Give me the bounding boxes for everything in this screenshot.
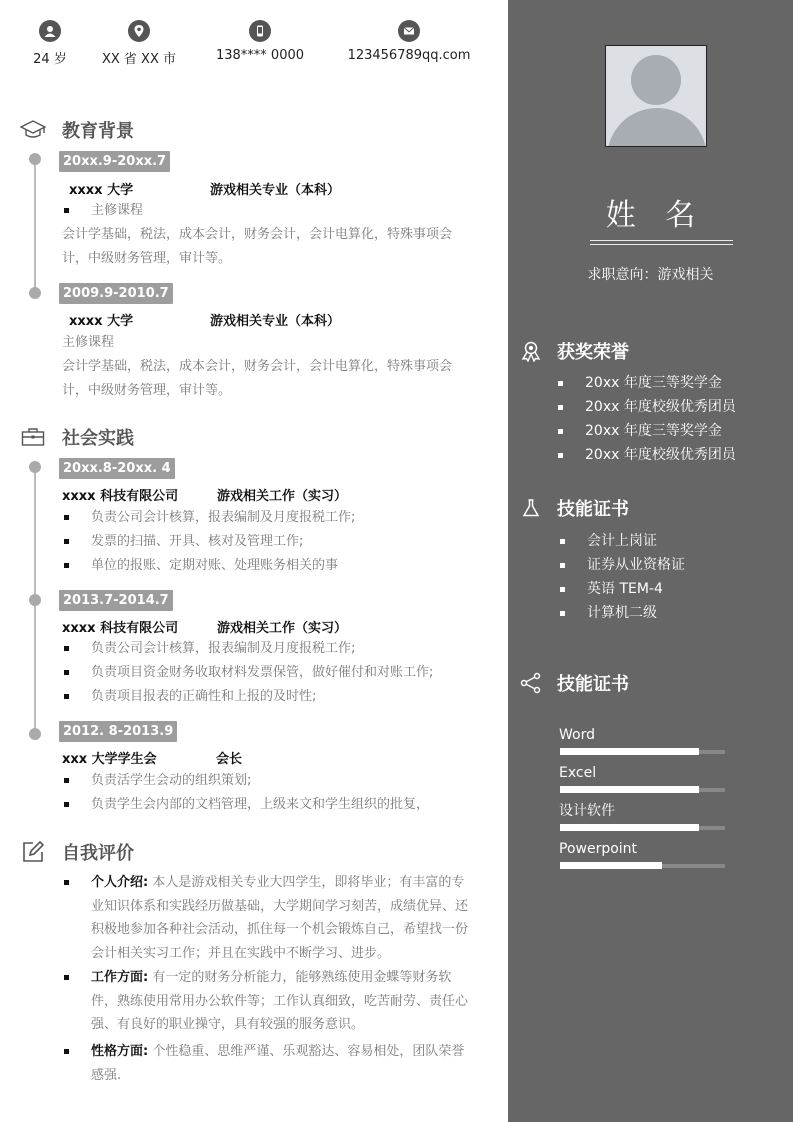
timeline-dot bbox=[29, 728, 41, 740]
practice-header: 社会实践 bbox=[20, 424, 134, 450]
list-item: 单位的报账、定期对账、处理账务相关的事 bbox=[62, 554, 472, 578]
self-eval-item: 性格方面: 个性稳重、思维严谨、乐观豁达、容易相处，团队荣誉感强. bbox=[62, 1040, 472, 1088]
course-title: 主修课程 bbox=[62, 335, 115, 350]
skill-item: Powerpoint bbox=[559, 839, 729, 877]
contact-location: XX 省 XX 市 bbox=[97, 20, 181, 67]
education-date: 2009.9-2010.7 bbox=[59, 283, 173, 304]
skill-item: Excel bbox=[559, 763, 729, 801]
list-item: 负责活学生会动的组织策划; bbox=[62, 769, 472, 793]
skills-list bbox=[559, 725, 729, 877]
skill-track bbox=[560, 788, 725, 792]
flask-icon bbox=[520, 497, 542, 519]
role-name: 游戏相关工作（实习） bbox=[217, 621, 348, 636]
education-timeline bbox=[34, 158, 36, 293]
list-item: 主修课程 bbox=[62, 199, 472, 223]
list-item: 发票的扫描、开具、核对及管理工作; bbox=[62, 530, 472, 554]
timeline-dot bbox=[29, 153, 41, 165]
edit-icon bbox=[20, 839, 46, 865]
list-item: 计算机二级 bbox=[560, 601, 685, 625]
school-name: xxxx 大学 bbox=[69, 314, 134, 329]
skill-track bbox=[560, 826, 725, 830]
list-item: 负责公司会计核算，报表编制及月度报税工作; bbox=[62, 506, 472, 530]
skill-bar bbox=[560, 824, 699, 831]
education-date: 20xx.9-20xx.7 bbox=[59, 151, 170, 172]
contact-phone: 138**** 0000 bbox=[214, 20, 306, 63]
self-eval-item: 个人介绍: 本人是游戏相关专业大四学生，即将毕业；有丰富的专业知识体系和实践经历做基础，大学期间学习刻苦，成绩优异、还积极地参加各种社会活动，抓住每一个机会锻炼自己，希望找一份会计相关实习工作；并且在实践中不断学习、进步。 bbox=[62, 871, 472, 965]
avatar bbox=[605, 45, 707, 147]
candidate-name: 姓 名 bbox=[605, 198, 706, 233]
skill-track bbox=[560, 750, 725, 754]
list-item: 负责项目报表的正确性和上报的及时性; bbox=[62, 685, 472, 709]
contact-email: 123456789qq.com bbox=[345, 20, 473, 63]
course-list: 会计学基础，税法，成本会计，财务会计，会计电算化，特殊事项会计，中级财务管理，审计等。 bbox=[62, 227, 453, 266]
list-item: 证券从业资格证 bbox=[560, 553, 685, 577]
practice-date: 2012. 8-2013.9 bbox=[59, 721, 177, 742]
skills-header: 技能证书 bbox=[520, 671, 629, 695]
skill-bar bbox=[560, 748, 699, 755]
skill-item: 设计软件 bbox=[559, 801, 729, 839]
phone-icon bbox=[249, 20, 271, 42]
skill-bar bbox=[560, 786, 699, 793]
major-name: 游戏相关专业（本科） bbox=[210, 314, 341, 329]
timeline-dot bbox=[29, 594, 41, 606]
role-name: 游戏相关工作（实习） bbox=[217, 489, 348, 504]
certificates-list bbox=[560, 529, 685, 625]
user-icon bbox=[39, 20, 61, 42]
list-item: 英语 TEM-4 bbox=[560, 577, 685, 601]
list-item: 负责项目资金财务收取材料发票保管，做好催付和对账工作; bbox=[62, 661, 472, 685]
briefcase-icon bbox=[20, 424, 46, 450]
list-item: 会计上岗证 bbox=[560, 529, 685, 553]
role-name: 会长 bbox=[216, 752, 243, 767]
self-eval-header: 自我评价 bbox=[20, 839, 134, 865]
list-item: 负责公司会计核算，报表编制及月度报税工作; bbox=[62, 637, 472, 661]
list-item: 20xx 年度三等奖学金 bbox=[558, 371, 736, 395]
awards-list bbox=[558, 371, 736, 467]
list-item: 负责学生会内部的文档管理，上级来文和学生组织的批复， bbox=[62, 793, 472, 817]
sidebar bbox=[508, 0, 793, 1122]
self-eval-item: 工作方面: 有一定的财务分析能力，能够熟练使用金蝶等财务软件，熟练使用常用办公软件等；工作认真细致，吃苦耐劳、责任心强、有良好的职业操守，具有较强的服务意识。 bbox=[62, 966, 472, 1038]
list-item: 20xx 年度三等奖学金 bbox=[558, 419, 736, 443]
org-name: xxxx 科技有限公司 bbox=[62, 489, 179, 504]
practice-date: 2013.7-2014.7 bbox=[59, 590, 173, 611]
email-icon bbox=[398, 20, 420, 42]
job-intent: 求职意向：游戏相关 bbox=[587, 267, 714, 283]
org-name: xxx 大学学生会 bbox=[62, 752, 157, 767]
avatar-head-shape bbox=[631, 55, 681, 105]
timeline-dot bbox=[29, 461, 41, 473]
timeline-dot bbox=[29, 287, 41, 299]
location-pin-icon bbox=[128, 20, 150, 42]
list-item: 20xx 年度校级优秀团员 bbox=[558, 395, 736, 419]
org-name: xxxx 科技有限公司 bbox=[62, 621, 179, 636]
skill-item: Word bbox=[559, 725, 729, 763]
share-icon bbox=[520, 672, 542, 694]
certificates-header: 技能证书 bbox=[520, 496, 629, 520]
skill-track bbox=[560, 864, 725, 868]
awards-header: 获奖荣誉 bbox=[520, 339, 629, 363]
name-divider bbox=[590, 240, 733, 241]
education-header: 教育背景 bbox=[20, 117, 134, 143]
skill-bar bbox=[560, 862, 662, 869]
award-ribbon-icon bbox=[520, 340, 542, 362]
practice-date: 20xx.8-20xx. 4 bbox=[59, 458, 175, 479]
school-name: xxxx 大学 bbox=[69, 183, 134, 198]
contact-age: 24 岁 bbox=[30, 20, 70, 67]
avatar-body-shape bbox=[607, 108, 707, 147]
graduation-cap-icon bbox=[20, 117, 46, 143]
major-name: 游戏相关专业（本科） bbox=[210, 183, 341, 198]
course-list: 会计学基础，税法，成本会计，财务会计，会计电算化，特殊事项会计，中级财务管理，审计等。 bbox=[62, 359, 453, 398]
name-divider bbox=[590, 244, 733, 245]
list-item: 20xx 年度校级优秀团员 bbox=[558, 443, 736, 467]
